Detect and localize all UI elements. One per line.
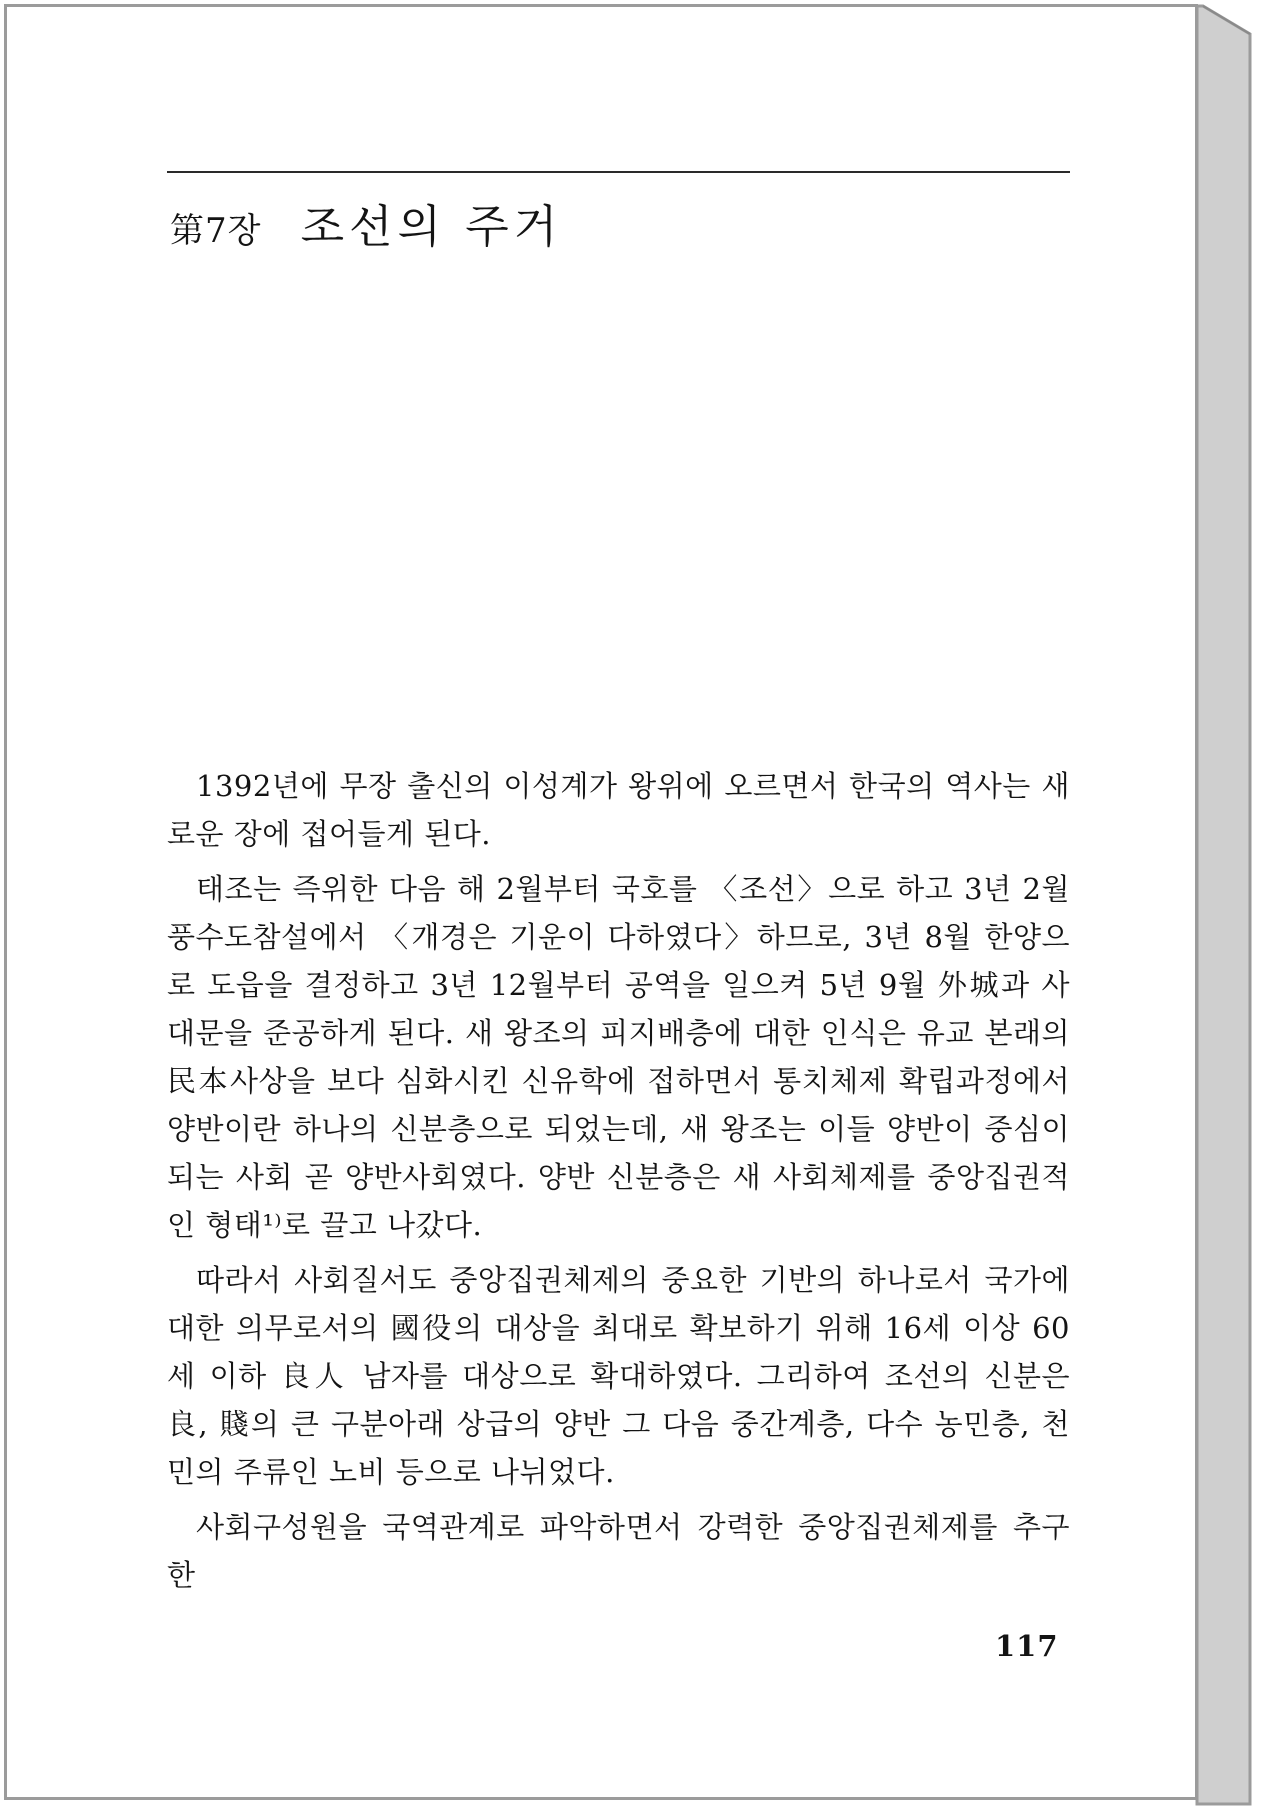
paragraph: 1392년에 무장 출신의 이성계가 왕위에 오르면서 한국의 역사는 새로운 장에 접어들게 된다.	[167, 769, 1070, 851]
body-text	[167, 762, 1070, 1606]
chapter-heading	[170, 190, 562, 255]
paragraph: 태조는 즉위한 다음 해 2월부터 국호를 〈조선〉으로 하고 3년 2월 풍수도참설에서 〈개경은 기운이 다하였다〉하므로, 3년 8월 한양으로 도읍을 결정하고 3년 12월부터 공역을 일으켜 5년 9월 外城과 사대문을 준공하게 된다. 새 왕조의 피지배층에 대한 인식은 유교 본래의 民本사상을 보다 심화시킨 신유학에 접하면서 통치체제 확립과정에서 양반이란 하나의 신분층으로 되었는데, 새 왕조는 이들 양반이 중심이 되는 사회 곧 양반사회였다. 양반 신분층은 새 사회체제를 중앙집권적인 형태¹⁾로 끌고 나갔다.	[167, 872, 1070, 1242]
chapter-number: 第7장	[170, 211, 262, 251]
paragraph: 사회구성원을 국역관계로 파악하면서 강력한 중앙집권체제를 추구한	[167, 1510, 1071, 1592]
page-number: 117	[995, 1629, 1059, 1663]
chapter-title: 조선의 주거	[300, 200, 563, 253]
paragraph: 따라서 사회질서도 중앙집권체제의 중요한 기반의 하나로서 국가에 대한 의무로서의 國役의 대상을 최대로 확보하기 위해 16세 이상 60세 이하 良人 남자를 대상으로 확대하였다. 그리하여 조선의 신분은 良, 賤의 큰 구분아래 상급의 양반 그 다음 중간계층, 다수 농민층, 천민의 주류인 노비 등으로 나뉘었다.	[167, 1263, 1070, 1489]
chapter-rule	[167, 171, 1070, 173]
